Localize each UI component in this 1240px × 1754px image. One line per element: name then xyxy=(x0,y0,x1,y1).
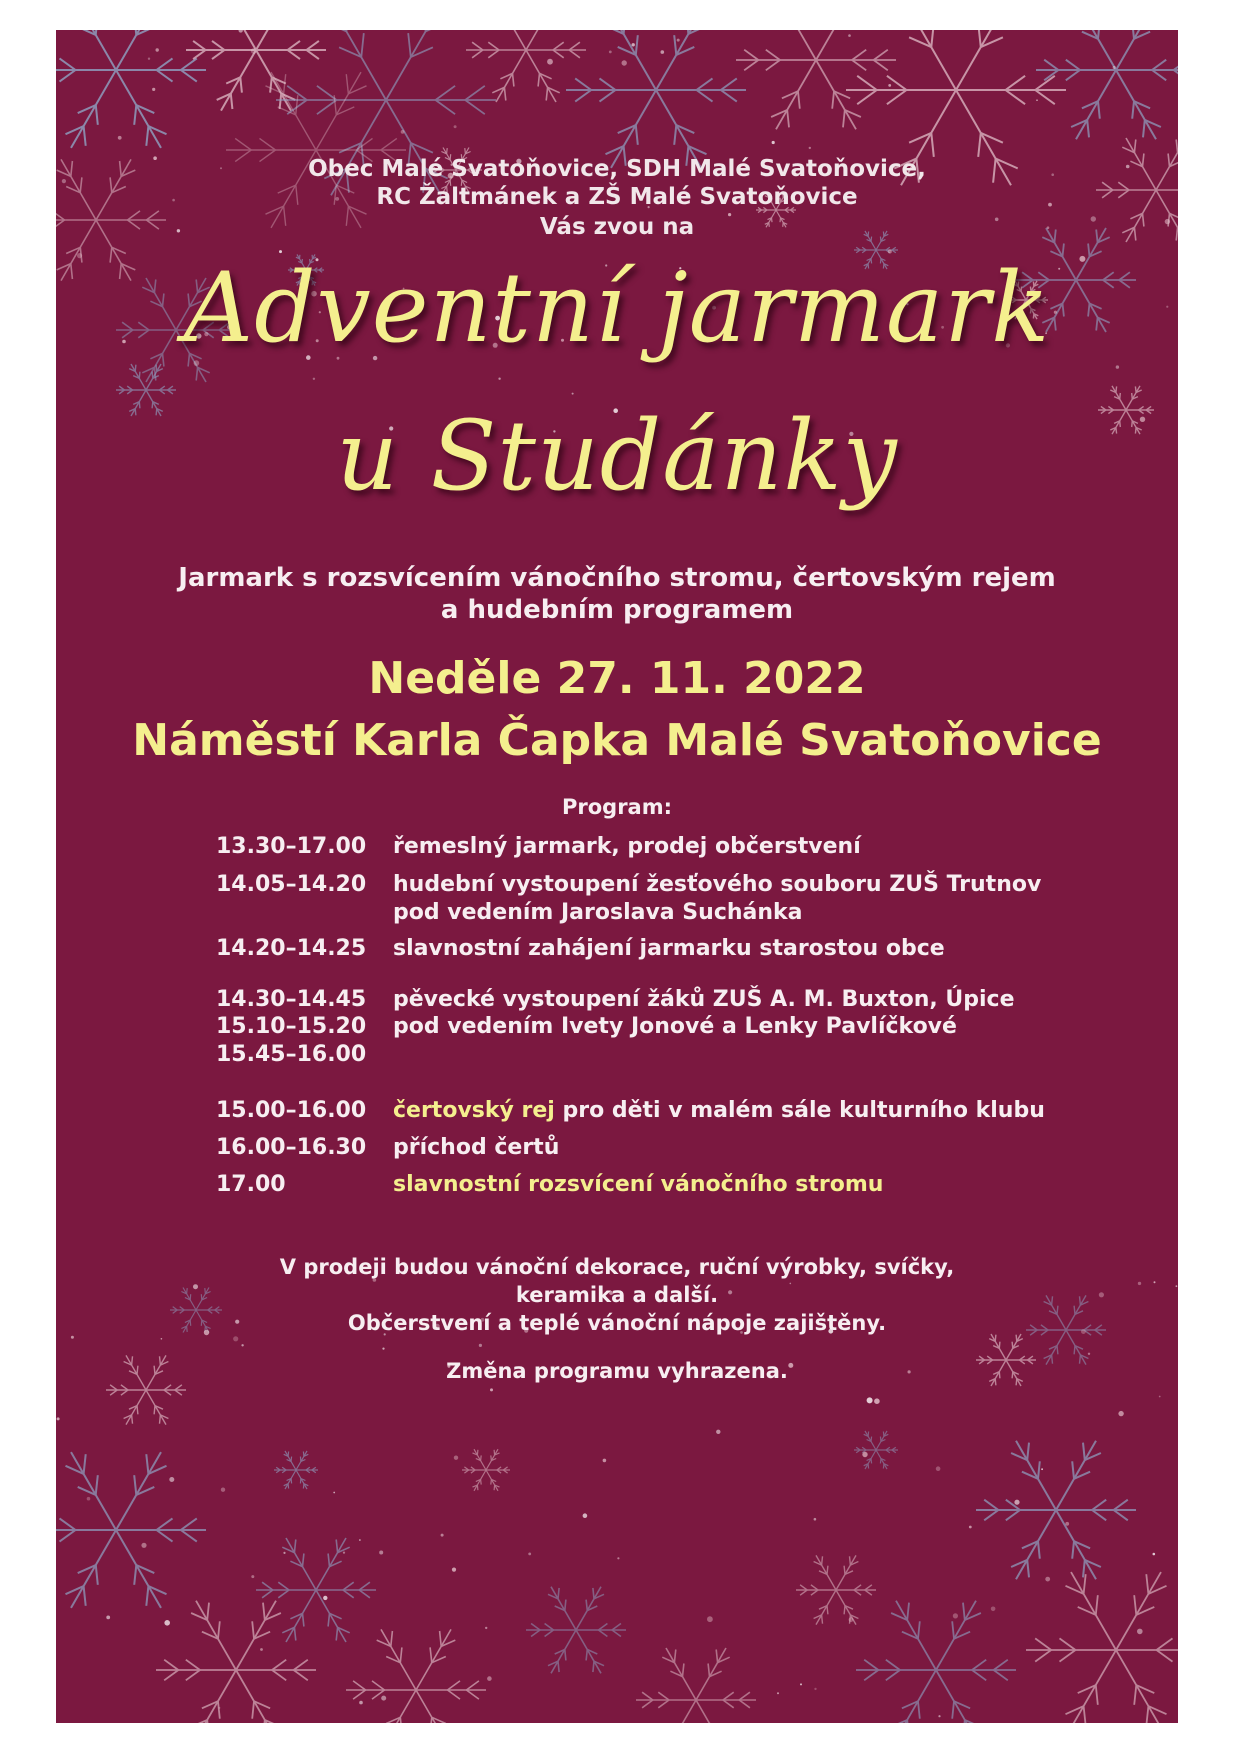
snow-dot xyxy=(260,1648,263,1651)
snow-dot xyxy=(359,1701,363,1705)
snow-dot xyxy=(814,1518,817,1521)
snow-dot xyxy=(1036,99,1038,101)
snow-dot xyxy=(609,51,612,54)
snow-dot xyxy=(487,1676,492,1681)
snow-dot xyxy=(169,1477,174,1482)
snow-dot xyxy=(1118,1411,1123,1416)
snow-dot xyxy=(490,1388,493,1391)
program-description: pod vedením Ivety Jonové a Lenky Pavlíčkové xyxy=(393,1014,957,1039)
footer-line-3: Občerstvení a teplé vánoční nápoje zajištěny. xyxy=(347,1311,887,1335)
snowflake xyxy=(346,1629,486,1723)
snowflake xyxy=(1026,1572,1178,1723)
snow-dot xyxy=(148,58,150,60)
snow-dot xyxy=(583,1513,588,1518)
event-date: Neděle 27. 11. 2022 xyxy=(368,653,866,704)
snow-dot xyxy=(991,1607,996,1612)
program-time: 15.00–16.00 xyxy=(216,1098,367,1123)
snow-dot xyxy=(707,1616,713,1622)
snow-dot xyxy=(221,1488,225,1492)
program-description: slavnostní zahájení jarmarku starostou obce xyxy=(393,936,945,961)
snowflake xyxy=(1036,30,1178,139)
snow-dot xyxy=(454,125,457,128)
snow-dot xyxy=(333,1492,335,1494)
snow-dot xyxy=(969,1526,972,1529)
snow-dot xyxy=(454,1456,458,1460)
snow-dot xyxy=(953,1613,958,1618)
snow-dot xyxy=(1041,1468,1043,1470)
snow-dot xyxy=(1014,1500,1019,1505)
snow-dot xyxy=(716,1430,720,1434)
snow-dot xyxy=(382,1348,384,1350)
snow-dot xyxy=(498,378,500,380)
snow-dot xyxy=(218,1707,220,1709)
snow-dot xyxy=(1065,1522,1069,1526)
footer-line-2: keramika a další. xyxy=(515,1283,719,1307)
snow-dot xyxy=(381,1696,386,1701)
program-description: řemeslný jarmark, prodej občerstvení xyxy=(393,834,861,859)
snow-dot xyxy=(251,48,257,54)
snow-dot xyxy=(603,1459,607,1463)
snowflake xyxy=(856,1601,1016,1723)
organizers-line-1: Obec Malé Svatoňovice, SDH Malé Svatoňovice, xyxy=(308,156,926,182)
footer-line-1: V prodeji budou vánoční dekorace, ruční výrobky, svíčky, xyxy=(279,1255,955,1279)
snow-dot xyxy=(617,1557,619,1559)
snow-dot xyxy=(164,1620,170,1626)
snow-dot xyxy=(251,1575,254,1578)
snow-dot xyxy=(547,59,553,65)
program-time: 14.05–14.20 xyxy=(216,872,367,897)
program-description xyxy=(393,1096,1113,1126)
snow-dot xyxy=(936,1466,941,1471)
snowflake xyxy=(256,1538,376,1642)
snow-dot xyxy=(632,43,635,46)
snowflake xyxy=(854,1431,898,1469)
snow-dot xyxy=(814,1688,816,1690)
program-time: 17.00 xyxy=(216,1172,286,1197)
program-time: 16.00–16.30 xyxy=(216,1135,367,1160)
snow-dot xyxy=(888,84,891,87)
snow-dot xyxy=(239,30,243,33)
snow-dot xyxy=(622,60,627,65)
snow-dot xyxy=(772,141,775,144)
snow-dot xyxy=(57,1417,60,1420)
snow-dot xyxy=(343,1552,345,1554)
snowflake xyxy=(274,1451,318,1489)
snow-dot xyxy=(452,1568,456,1572)
snow-dot xyxy=(862,1452,867,1457)
program-description: pod vedením Jaroslava Suchánka xyxy=(393,900,803,925)
program-description: příchod čertů xyxy=(393,1135,560,1160)
program-description: pěvecké vystoupení žáků ZUŠ A. M. Buxton, Úpice xyxy=(393,987,1015,1012)
invitation-text: Vás zvou na xyxy=(539,214,695,240)
snow-dot xyxy=(867,1397,873,1403)
program-time: 13.30–17.00 xyxy=(216,834,367,859)
snow-dot xyxy=(777,1692,779,1694)
snow-dot xyxy=(106,1616,110,1620)
snow-dot xyxy=(441,1534,444,1537)
organizers-line-2: RC Žaltmánek a ZŠ Malé Svatoňovice xyxy=(376,184,858,210)
snow-dot xyxy=(848,34,851,37)
snowflake xyxy=(56,1452,206,1608)
snowflake xyxy=(156,1601,316,1723)
snow-dot xyxy=(161,1338,163,1340)
snow-dot xyxy=(1159,1396,1161,1398)
snow-dot xyxy=(87,1497,91,1501)
program-description: hudební vystoupení žesťového souboru ZUŠ Trutnov xyxy=(393,872,1042,897)
program-time: 15.45–16.00 xyxy=(216,1042,367,1067)
snow-dot xyxy=(874,1398,880,1404)
snow-dot xyxy=(1088,1353,1090,1355)
snow-dot xyxy=(479,1344,482,1347)
snow-dot xyxy=(379,1551,383,1555)
snow-dot xyxy=(156,48,159,51)
program-time: 14.20–14.25 xyxy=(216,936,367,961)
snow-dot xyxy=(938,1715,940,1717)
subtitle-line-1: Jarmark s rozsvícením vánočního stromu, čertovským rejem xyxy=(178,563,1056,593)
title-line-1: Adventní jarmark xyxy=(183,252,1051,364)
event-venue: Náměstí Karla Čapka Malé Svatoňovice xyxy=(132,715,1102,766)
snowflake xyxy=(736,30,896,129)
snow-dot xyxy=(661,50,665,54)
snow-dot xyxy=(283,1552,285,1554)
snowflake xyxy=(462,1449,510,1491)
snow-dot xyxy=(1113,66,1116,69)
program-description-rest: pro děti v malém sále kulturního klubu xyxy=(554,1098,1045,1123)
program-heading: Program: xyxy=(561,795,672,819)
snow-dot xyxy=(141,1543,146,1548)
snowflake xyxy=(636,1648,756,1723)
snow-dot xyxy=(528,1553,531,1556)
snow-dot xyxy=(1045,1577,1050,1582)
snow-dot xyxy=(313,378,315,380)
subtitle-line-2: a hudebním programem xyxy=(440,595,794,625)
poster xyxy=(56,30,1178,1723)
snow-dot xyxy=(323,1596,327,1600)
snowflake xyxy=(56,30,206,148)
snow-dot xyxy=(677,39,680,42)
program-time: 15.10–15.20 xyxy=(216,1014,367,1039)
snowflake xyxy=(796,1555,876,1624)
title-line-2: u Studánky xyxy=(336,400,898,512)
snow-dot xyxy=(800,1683,802,1685)
program-highlight: čertovský rej xyxy=(393,1098,555,1123)
snow-dot xyxy=(241,1344,243,1346)
snow-dot xyxy=(118,136,122,140)
snow-dot xyxy=(485,1627,487,1629)
snowflake xyxy=(566,30,746,168)
snow-dot xyxy=(572,393,574,395)
snow-dot xyxy=(152,88,155,91)
snow-dot xyxy=(1153,1553,1156,1556)
snow-dot xyxy=(401,130,405,134)
snowflake xyxy=(976,1441,1136,1580)
program-highlight: slavnostní rozsvícení vánočního stromu xyxy=(393,1172,884,1197)
program-change-note: Změna programu vyhrazena. xyxy=(446,1359,788,1383)
snowflake xyxy=(526,1587,626,1674)
snow-dot xyxy=(359,1539,361,1541)
snow-dot xyxy=(809,147,811,149)
snow-dot xyxy=(1137,1629,1143,1635)
program-time: 14.30–14.45 xyxy=(216,987,367,1012)
snowflake xyxy=(466,30,586,102)
snow-dot xyxy=(849,1617,854,1622)
